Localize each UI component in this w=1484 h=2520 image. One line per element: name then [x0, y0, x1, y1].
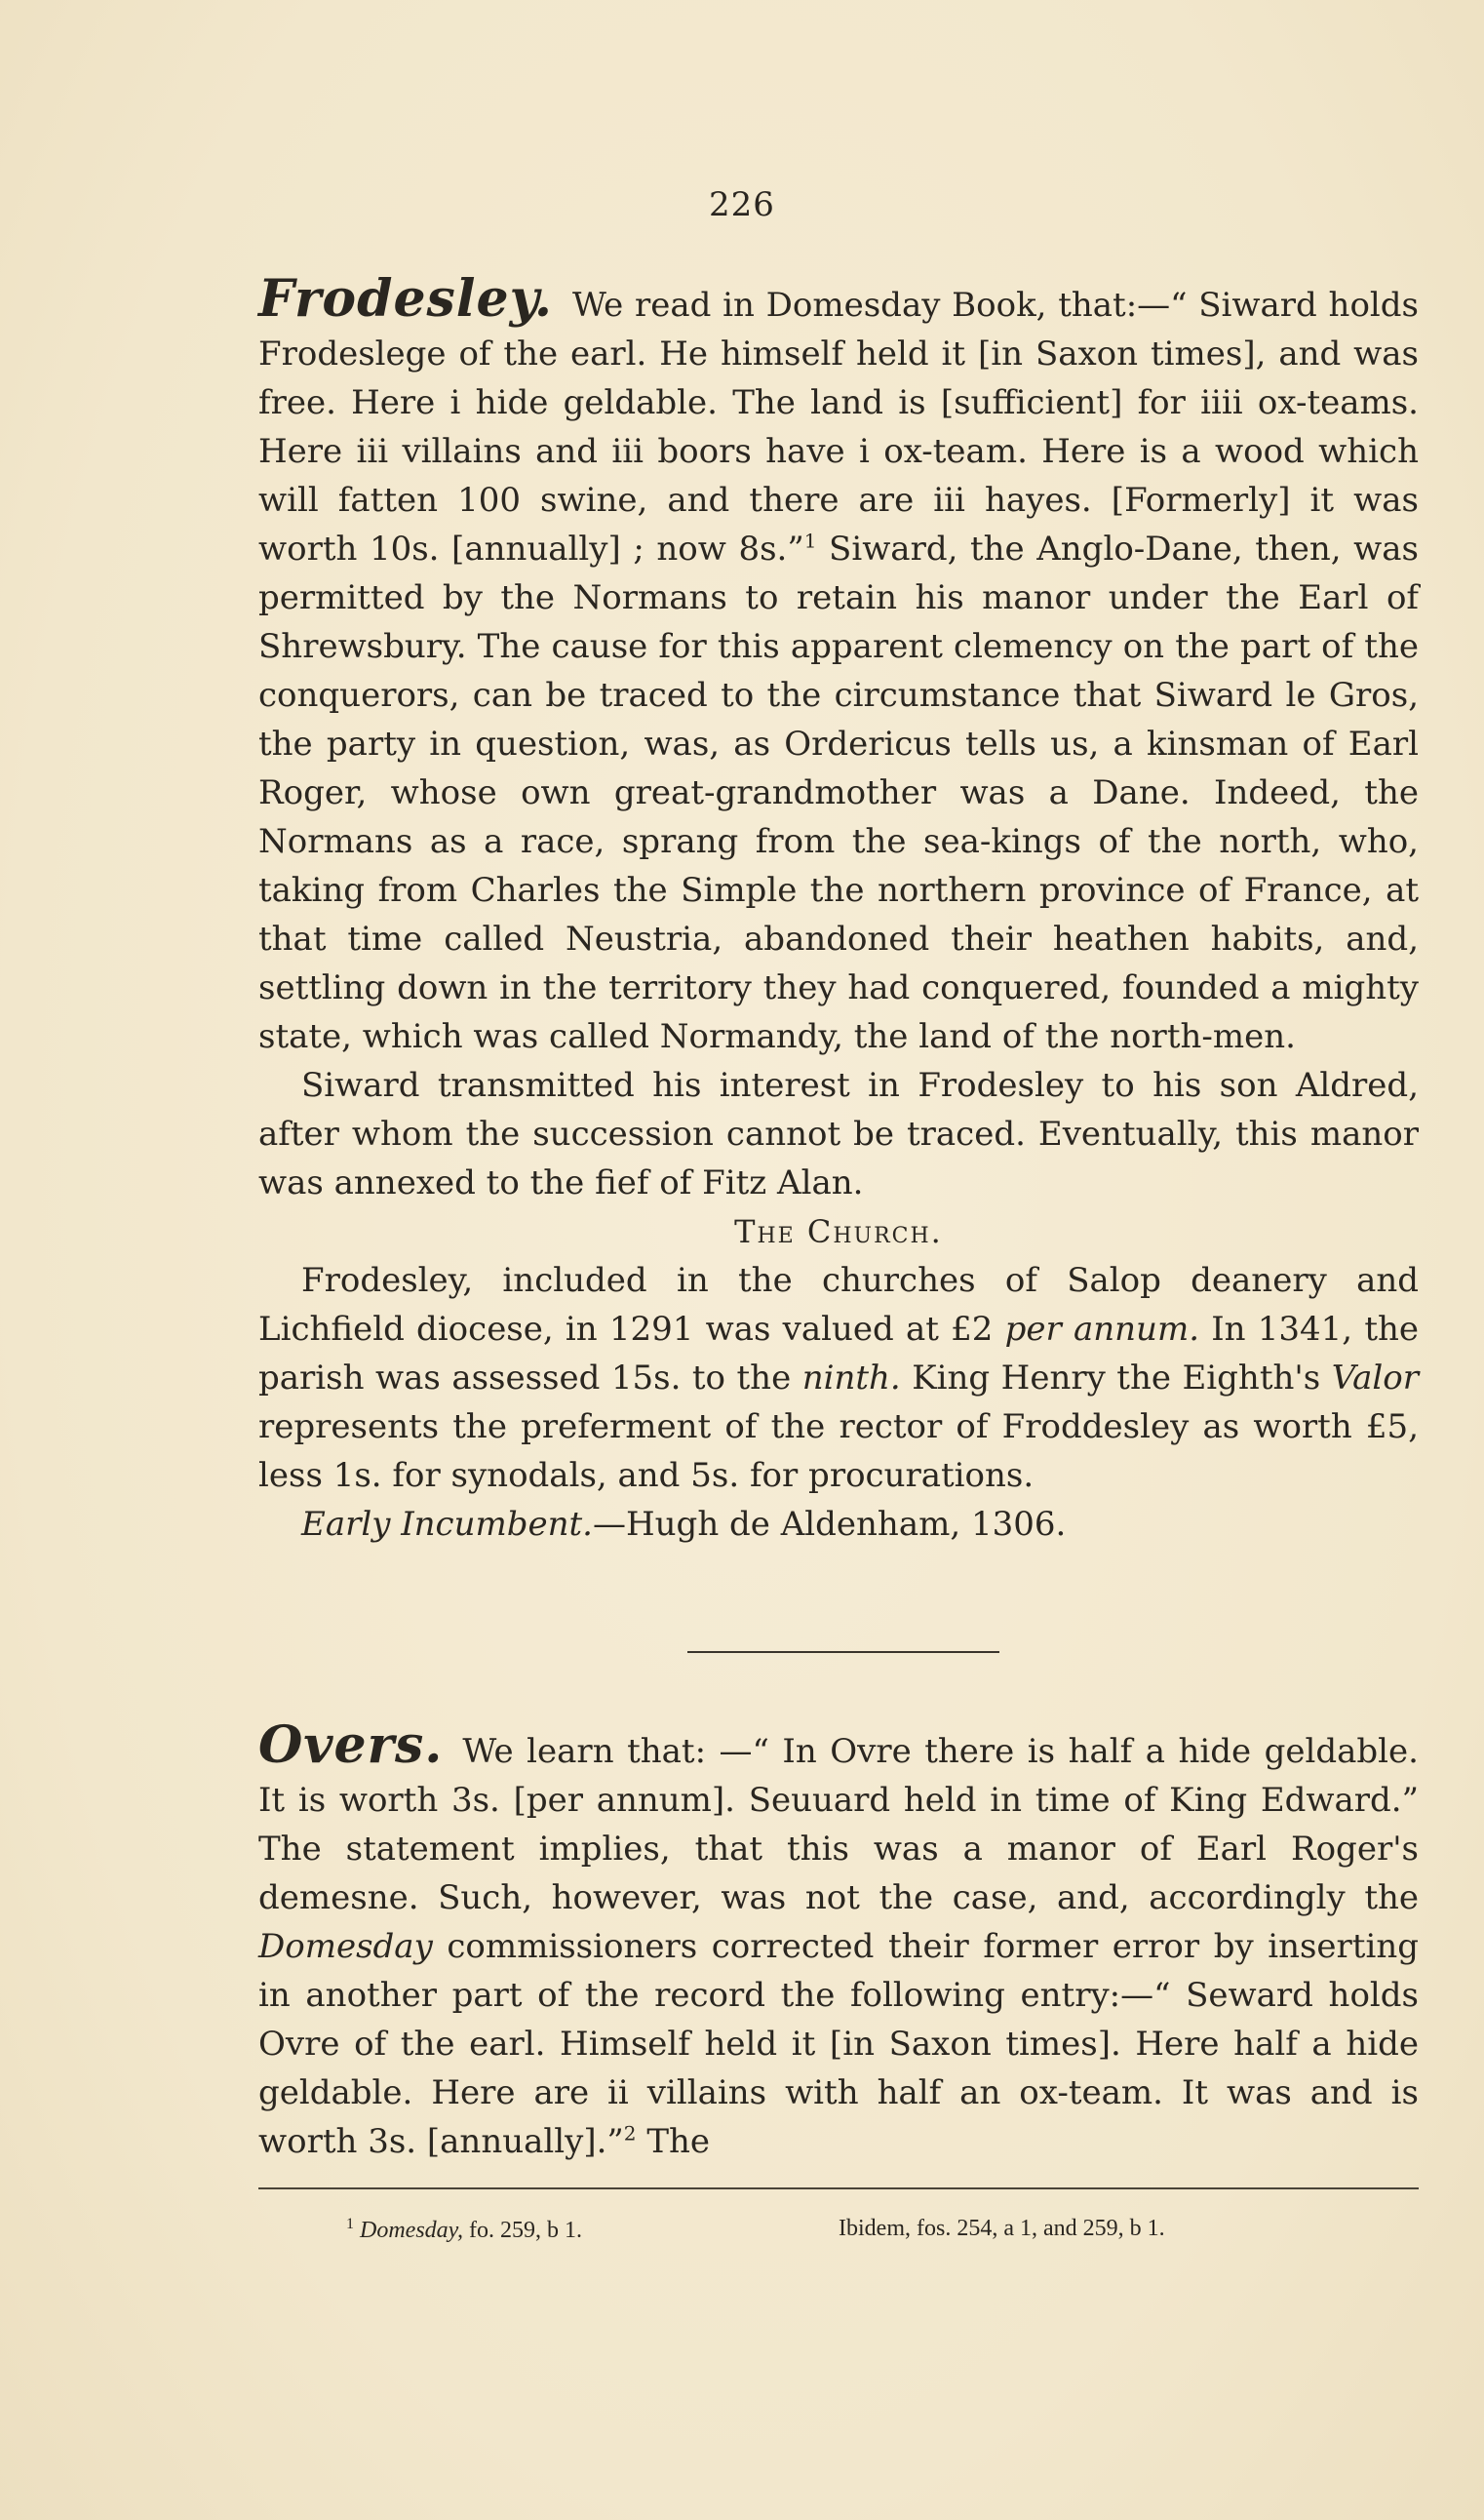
- footnote-1-source: Domesday,: [360, 2218, 463, 2243]
- overs-text-1: We learn that: —“ In Ovre there is half a hide geldable. It is worth 3s. [per annum]. Seuuard held in time of King Edward.” The statement implies, that this was a manor of Earl Roger's demesne. Such, however, was not the case, and, accordingly the: [258, 1732, 1419, 1917]
- church-text-1: Frodesley, included in the churches of Salop deanery and Lichfield diocese, in 1291 was valued at £2: [258, 1261, 1419, 1349]
- frodesley-text-1b: Siward, the Anglo-Dane, then, was permitted by the Normans to retain his manor under the Earl of Shrewsbury. The cause for this apparent clemency on the part of the conquerors, can be traced to the circumstance that Siward le Gros, the party in question, was, as Ordericus tells us, a kinsman of Earl Roger, whose own great-grandmother was a Dane. Indeed, the Normans as a race, sprang from the sea-kings of the north, who, taking from Charles the Simple the northern province of France, at that time called Neustria, abandoned their heathen habits, and, settling down in the territory they had conquered, founded a mighty state, which was called Normandy, the land of the north-men.: [258, 530, 1420, 1056]
- church-italic-1: per annum.: [1004, 1310, 1200, 1349]
- frodesley-paragraph-1: [258, 269, 1420, 1061]
- section-overs: [258, 1715, 1419, 2166]
- frodesley-text-1: We read in Domesday Book, that:—“ Siward holds Frodeslege of the earl. He himself held it [in Saxon times], and was free. Here i hide geldable. The land is [sufficient] for iiii ox-teams. Here iii villains and iii boors have i ox-team. Here is a wood which will fatten 100 swine, and there are iii hayes. [Formerly] it was worth 10s. [annually] ; now 8s.”: [258, 286, 1419, 569]
- footnote-ref-1: 1: [803, 529, 817, 553]
- church-paragraph: [258, 1256, 1419, 1500]
- footnote-divider: [258, 2187, 1419, 2189]
- overs-paragraph: [258, 1715, 1419, 2166]
- section-divider: [687, 1651, 999, 1653]
- early-incumbent-label: Early Incumbent.: [301, 1505, 593, 1544]
- overs-italic-1: Domesday: [258, 1927, 433, 1966]
- early-incumbent-text: —Hugh de Aldenham, 1306.: [593, 1505, 1067, 1544]
- footnote-2-text: Ibidem, fos. 254, a 1, and 259, b 1.: [839, 2216, 1165, 2241]
- footnote-ref-2: 2: [623, 2121, 637, 2146]
- church-heading: The Church.: [734, 1213, 943, 1250]
- overs-text-2: commissioners corrected their former error by inserting in another part of the record the following entry:—“ Seward holds Ovre of the earl. Himself held it [in Saxon times]. Here half a hide geldable. Here are ii villains with half an ox-team. It was and is worth 3s. [annually].”: [258, 1927, 1419, 2161]
- overs-text-3: The: [646, 2122, 711, 2161]
- overs-heading: Overs.: [258, 1715, 444, 1775]
- church-italic-2: ninth.: [801, 1358, 901, 1398]
- early-incumbent: [258, 1500, 1419, 1549]
- page-number: 226: [709, 185, 775, 224]
- frodesley-paragraph-2: Siward transmitted his interest in Frodesley to his son Aldred, after whom the succession cannot be traced. Eventually, this manor was annexed to the fief of Fitz Alan.: [258, 1066, 1419, 1202]
- footnote-1-text: fo. 259, b 1.: [468, 2218, 582, 2243]
- frodesley-heading: Frodesley.: [258, 269, 553, 329]
- church-text-3: King Henry the Eighth's: [912, 1358, 1321, 1398]
- church-italic-3: Valor: [1331, 1358, 1419, 1398]
- footnote-2: [839, 2216, 1165, 2242]
- footnote-1: [346, 2216, 582, 2244]
- footnote-1-marker: 1: [346, 2216, 354, 2232]
- section-frodesley: [258, 269, 1420, 1549]
- church-text-2: In 1341, the parish was assessed 15s. to the: [258, 1310, 1420, 1398]
- church-text-4: represents the preferment of the rector of Froddesley as worth £5, less 1s. for synodals, and 5s. for procurations.: [258, 1407, 1419, 1495]
